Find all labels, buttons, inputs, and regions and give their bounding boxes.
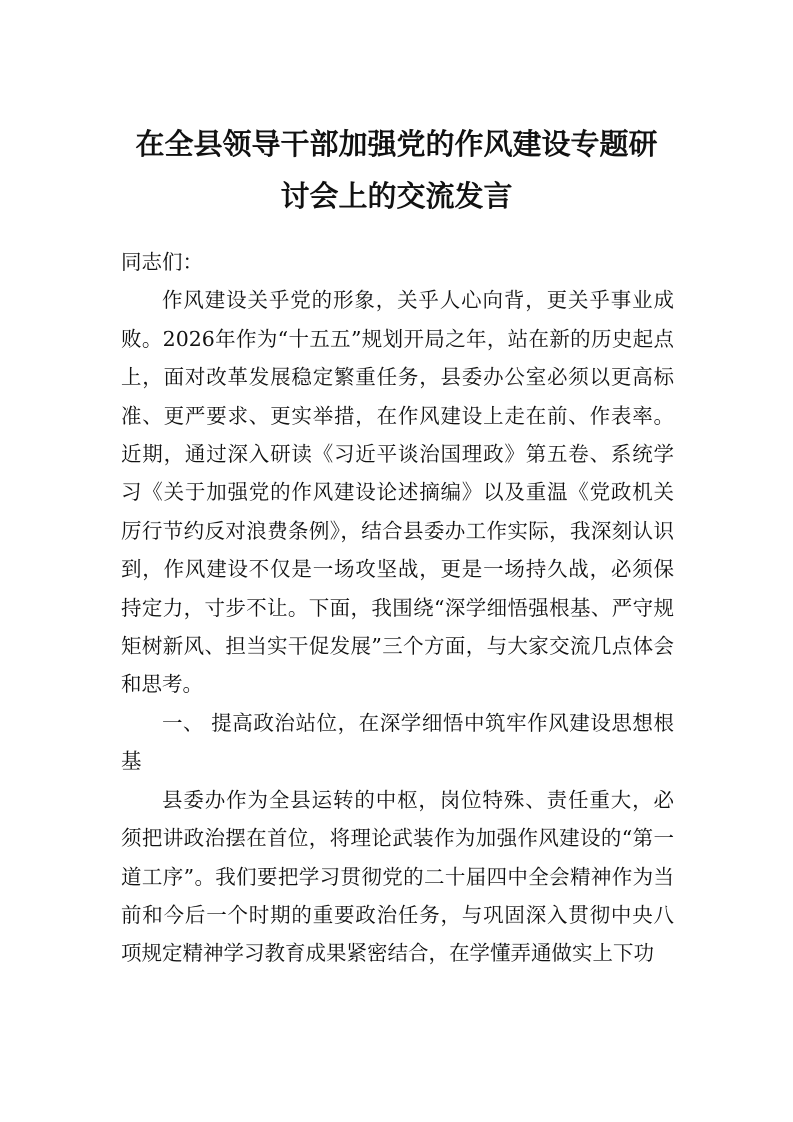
section-1-paragraph: 县委办作为全县运转的中枢，岗位特殊、责任重大，必须把讲政治摆在首位，将理论武装作为加强作风建设的“第一道工序”。我们要把学习贯彻党的二十届四中全会精神作为当前和今后一个时期的重要政治任务，与巩固深入贯彻中央八项规定精神学习教育成果紧密结合，在学懂弄通做实上下功 [121,787,674,966]
document-title-line-2: 讨会上的交流发言 [280,179,513,213]
section-heading-1: 一、 提高政治站位，在深学细悟中筑牢作风建设思想根基 [121,710,674,774]
document-body [121,243,674,973]
intro-paragraph: 作风建设关乎党的形象，关乎人心向背，更关乎事业成败。2026年作为“十五五”规划开局之年，站在新的历史起点上，面对改革发展稳定繁重任务，县委办公室必须以更高标准、更严要求、更实举措，在作风建设上走在前、作表率。近期，通过深入研读《习近平谈治国理政》第五卷、系统学习《关于加强党的作风建设论述摘编》以及重温《党政机关厉行节约反对浪费条例》，结合县委办工作实际，我深刻认识到，作风建设不仅是一场攻坚战，更是一场持久战，必须保持定力，寸步不让。下面，我围绕“深学细悟强根基、严守规矩树新风、担当实干促发展”三个方面，与大家交流几点体会和思考。 [121,288,674,697]
salutation: 同志们： [121,250,203,274]
document-title-line-1: 在全县领导干部加强党的作风建设专题研 [135,127,658,161]
